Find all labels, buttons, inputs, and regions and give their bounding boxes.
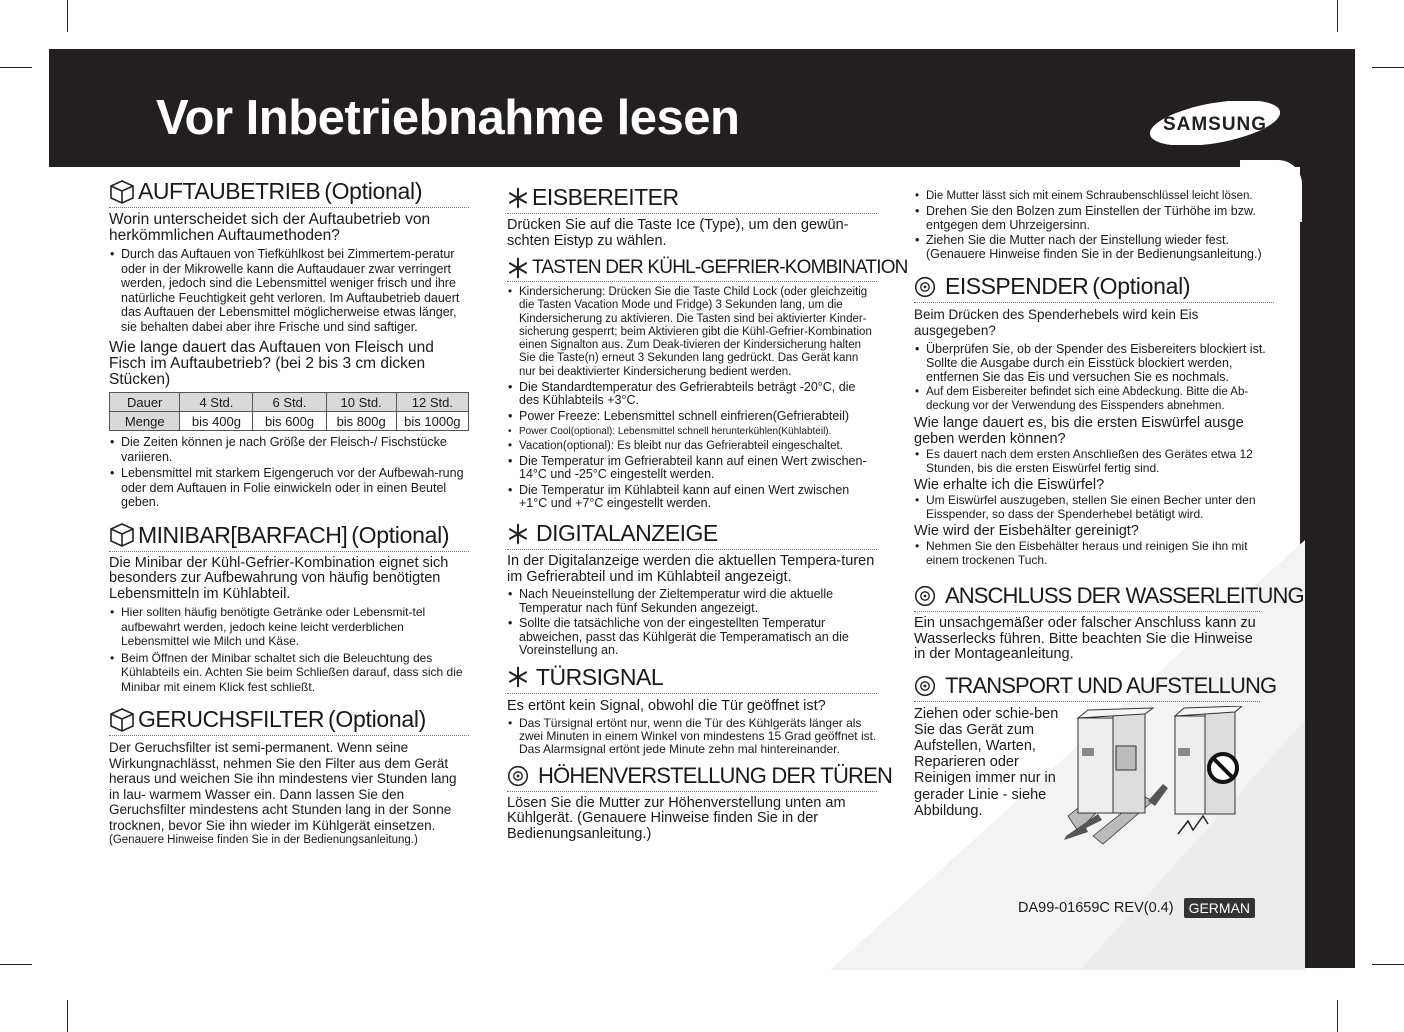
fridge-transport-illustration [1058,706,1268,846]
paragraph: Ein unsachgemäßer oder falscher Anschluss kann zu Wasserlecks führen. Bitte beachten Sie die Hinweise in der Montageanleitung. [914,615,1256,662]
title-main: EISSPENDER [945,273,1089,299]
bullet: • Die Temperatur im Kühlabteil kann auf einen Wert zwischen +1°C und +7°C eingestellt werden. [507,484,877,511]
paragraph: Drücken Sie auf die Taste Ice (Type), um den gewün-schten Eistyp zu wählen. [507,217,849,249]
bullet: • Lebensmittel mit starkem Eigengeruch vor der Aufbewah-rung oder dem Auftauen in Folie einwickeln oder in einen Beutel geben. [109,466,469,510]
question: Wie erhalte ich die Eiswürfel? [914,477,1105,493]
document-code: DA99-01659C REV(0.4) [1018,900,1174,916]
gear-icon [507,765,529,787]
bullet: • Drehen Sie den Bolzen zum Einstellen der Türhöhe im bzw. entgegen dem Uhrzeigersinn. [914,205,1274,232]
column-3 [914,190,1304,852]
logo-text: SAMSUNG [1162,114,1268,135]
bullet: • Durch das Auftauen von Tiefkühlkost bei Zimmertem-peratur oder in der Mikrowelle kann die Auftaudauer zwar verringert werden, jedoch sind die Lebensmittel weniger frisch und ihre natürliche Feuchtigkeit geht verloren. Im Auftaubetrieb dauert das Auftauen der Lebensmittel möglicherweise etwas länger, sie behalten dabei aber ihre Frische und sind saftiger. [109,247,469,334]
table-cell: Dauer [110,393,180,412]
table-cell: 6 Std. [253,393,326,412]
section-eisbereiter [507,184,877,249]
snowflake-icon [507,187,529,209]
gear-icon [914,675,936,697]
box-icon [109,522,135,548]
bullet: • Auf dem Eisbereiter befindet sich eine Abdeckung. Bitte die Ab-deckung vor der Verwendung des Eisspenders abnehmen. [914,386,1274,413]
section-digitalanzeige [507,520,877,658]
snowflake-icon [507,257,529,279]
section-hoehenverstellung [507,762,893,843]
paragraph: Der Geruchsfilter ist semi-permanent. Wenn seine Wirkungnachlässt, nehmen Sie den Filter aus dem Gerät heraus und weichen Sie ihn mindestens vier Stunden lang in lau- warmem Wasser ein. Dann lassen Sie den Geruchsfilter mindestens acht Stunden lang in der Sonne trocknen, bevor Sie ihn wieder im Kühlgerät einsetzen. [109,740,457,833]
question: Wie lange dauert das Auftauen von Fleisch und Fisch im Auftaubetrieb? (bei 2 bis 3 cm dicken Stücken) [109,339,434,388]
bullet: • Das Türsignal ertönt nur, wenn die Tür des Kühlgeräts länger als zwei Minuten in einem Winkel von mindestens 15 Grad geöffnet ist. Das Alarmsignal ertönt jede Minute zehn mal hintereinander. [507,717,877,757]
paragraph: Lösen Sie die Mutter zur Höhenverstellung unten am Kühlgerät. (Genauere Hinweise finden Sie in der Bedienungsanleitung.) [507,794,846,842]
paragraph: Ziehen oder schie-ben Sie das Gerät zum Aufstellen, Warten, Reparieren oder Reinigen immer nur in gerader Linie - siehe Abbildung. [914,705,1059,819]
right-side-bar [1300,49,1355,968]
title-main: TRANSPORT UND AUFSTELLUNG [945,672,1277,698]
section-tasten [507,257,908,510]
column-2 [507,184,908,848]
title-main: EISBEREITER [532,184,679,210]
section-transport [914,672,1277,846]
paragraph: In der Digitalanzeige werden die aktuellen Tempera-turen im Gefrierabteil und im Kühlabteil angezeigt. [507,553,875,585]
section-title [507,520,877,550]
bullet: • Beim Öffnen der Minibar schaltet sich die Beleuchtung des Kühlabteils ein. Achten Sie beim Schließen darauf, dass sich die Minibar mit einem Klick fest schließt. [109,651,469,695]
bullet: • Es dauert nach dem ersten Anschließen des Gerätes etwa 12 Stunden, bis die ersten Eiswürfel fertig sind. [914,447,1274,475]
question: Beim Drücken des Spenderhebels wird kein Eis ausgegeben? [914,307,1199,338]
crop-mark [1372,964,1404,965]
footer [1018,898,1255,918]
transport-row [914,706,1274,846]
bullet: • Überprüfen Sie, ob der Spender des Eisbereiters blockiert ist. Sollte die Ausgabe durch ein Eisstück blockiert werden, entfernen Sie das Eis und versuchen Sie es nochmals. [914,342,1274,384]
bullet: • Die Zeiten können je nach Größe der Fleisch-/ Fischstücke variieren. [109,435,469,464]
section-wasserleitung [914,583,1304,663]
table-cell: 12 Std. [396,393,468,412]
gear-icon [914,276,936,298]
crop-mark [1372,67,1404,68]
question: Es ertönt kein Signal, obwohl die Tür geöffnet ist? [507,697,826,714]
bullet: • Um Eiswürfel auszugeben, stellen Sie einen Becher unter den Eisspender, so dass der Spenderhebel betätigt wird. [914,493,1274,521]
section-geruchsfilter [109,706,469,849]
bullet: • Die Standardtemperatur des Gefrierabteils beträgt -20°C, die des Kühlabteils +3°C. [507,381,877,408]
snowflake-icon [507,523,529,545]
column-1 [109,178,469,855]
section-title [109,522,469,552]
section-auftaubetrieb [109,178,469,510]
samsung-logo [1148,101,1282,145]
title-main: GERUCHSFILTER [138,706,325,732]
bullet: • Ziehen Sie die Mutter nach der Einstellung wieder fest. (Genauere Hinweise finden Sie in der Bedienungsanleitung.) [914,234,1274,261]
title-main: AUFTAUBETRIEB [138,178,321,204]
bullet: • Die Temperatur im Gefrierabteil kann auf einen Wert zwischen-14°C und -25°C eingestellt werden. [507,455,877,482]
section-title [914,672,1277,702]
section-title [507,184,877,214]
section-title [507,762,893,792]
question: Wie lange dauert es, bis die ersten Eiswürfel ausge geben werden können? [914,415,1244,447]
crop-mark [0,67,32,68]
crop-mark [67,0,68,32]
gear-icon [914,585,936,607]
question: Worin unterscheidet sich der Auftaubetrieb von herkömmlichen Auftaumethoden? [109,211,431,244]
paragraph: Die Minibar der Kühl-Gefrier-Kombination eignet sich besonders zur Aufbewahrung von häufig benötigten Lebensmitteln im Kühlabteil. [109,554,449,602]
bullet: • Nach Neueinstellung der Zieltemperatur wird die aktuelle Temperatur nach fünf Sekunden angezeigt. [507,588,877,615]
bullet: • Hier sollten häufig benötigte Getränke oder Lebensmit-tel aufbewahrt werden, jedoch keine leicht verderblichen Lebensmittel wie Milch und Käse. [109,605,469,649]
title-main: MINIBAR[BARFACH] [138,521,348,548]
bullet: • Power Cool(optional): Lebensmittel schnell herunterkühlen(Kühlabteil). [507,425,877,438]
box-icon [109,707,135,733]
bullet: • Die Mutter lässt sich mit einem Schraubenschlüssel leicht lösen. [914,190,1274,203]
bullet: • Vacation(optional): Es bleibt nur das Gefrierabteil eingeschaltet. [507,440,877,453]
title-optional: (Optional) [324,178,423,204]
table-cell: 4 Std. [180,393,253,412]
section-minibar [109,522,469,695]
section-title [109,706,469,736]
section-tuersignal [507,664,877,757]
crop-mark [67,1000,68,1032]
section-title [109,178,469,208]
crop-mark [0,964,32,965]
crop-mark [1337,0,1338,32]
table-cell: 10 Std. [326,393,396,412]
bullet: • Kindersicherung: Drücken Sie die Taste Child Lock (oder gleichzeitig die Tasten Vacation Mode und Fridge) 3 Sekunden lang, um die Kindersicherung zu aktivieren. Die Tasten sind bei aktivierter Kinder-sicherung gesperrt; beim Aktivieren gibt die Kühl-Gefrier-Kombination einen Signalton aus. Zum Deak-tivieren der Kindersicherung halten Sie die Taste(n) erneut 3 Sekunden lang gedrückt. Das Gerät kann nur bei deaktivierter Kindersicherung bedient werden. [507,286,877,379]
title-optional: (Optional) [351,521,450,548]
section-title [914,583,1304,612]
table-cell: bis 600g [253,412,326,431]
title-main: DIGITALANZEIGE [536,520,718,547]
note: (Genauere Hinweise finden Sie in der Bedienungsanleitung.) [109,834,418,846]
snowflake-icon [507,666,529,688]
table-cell: Menge [110,412,180,431]
title-main: TÜRSIGNAL [536,663,664,690]
title-main: ANSCHLUSS DER WASSERLEITUNG [945,583,1304,608]
bullet: • Power Freeze: Lebensmittel schnell einfrieren(Gefrierabteil) [507,410,877,423]
table-cell: bis 800g [326,412,396,431]
table-cell: bis 1000g [396,412,468,431]
section-eisspender [914,273,1274,567]
bullet: • Nehmen Sie den Eisbehälter heraus und reinigen Sie ihn mit einem trockenen Tuch. [914,539,1266,567]
thaw-table [109,392,469,431]
table-cell: bis 400g [180,412,253,431]
section-title [507,664,877,694]
bullet: • Sollte die tatsächliche von der eingestellten Temperatur abweichen, passt das Kühlgerät die Temperamatisch an die Voreinstellung an. [507,617,877,658]
section-title [914,273,1274,303]
box-icon [109,179,135,205]
question: Wie wird der Eisbehälter gereinigt? [914,523,1139,539]
language-badge: GERMAN [1184,898,1255,918]
title-main: HÖHENVERSTELLUNG DER TÜREN [538,762,893,788]
title-optional: (Optional) [328,706,427,732]
title-optional: (Optional) [1092,273,1191,299]
page-title: Vor Inbetriebnahme lesen [156,91,740,145]
crop-mark [1337,1000,1338,1032]
section-title [507,257,908,282]
title-main: TASTEN DER KÜHL-GEFRIER-KOMBINATION [532,257,908,278]
